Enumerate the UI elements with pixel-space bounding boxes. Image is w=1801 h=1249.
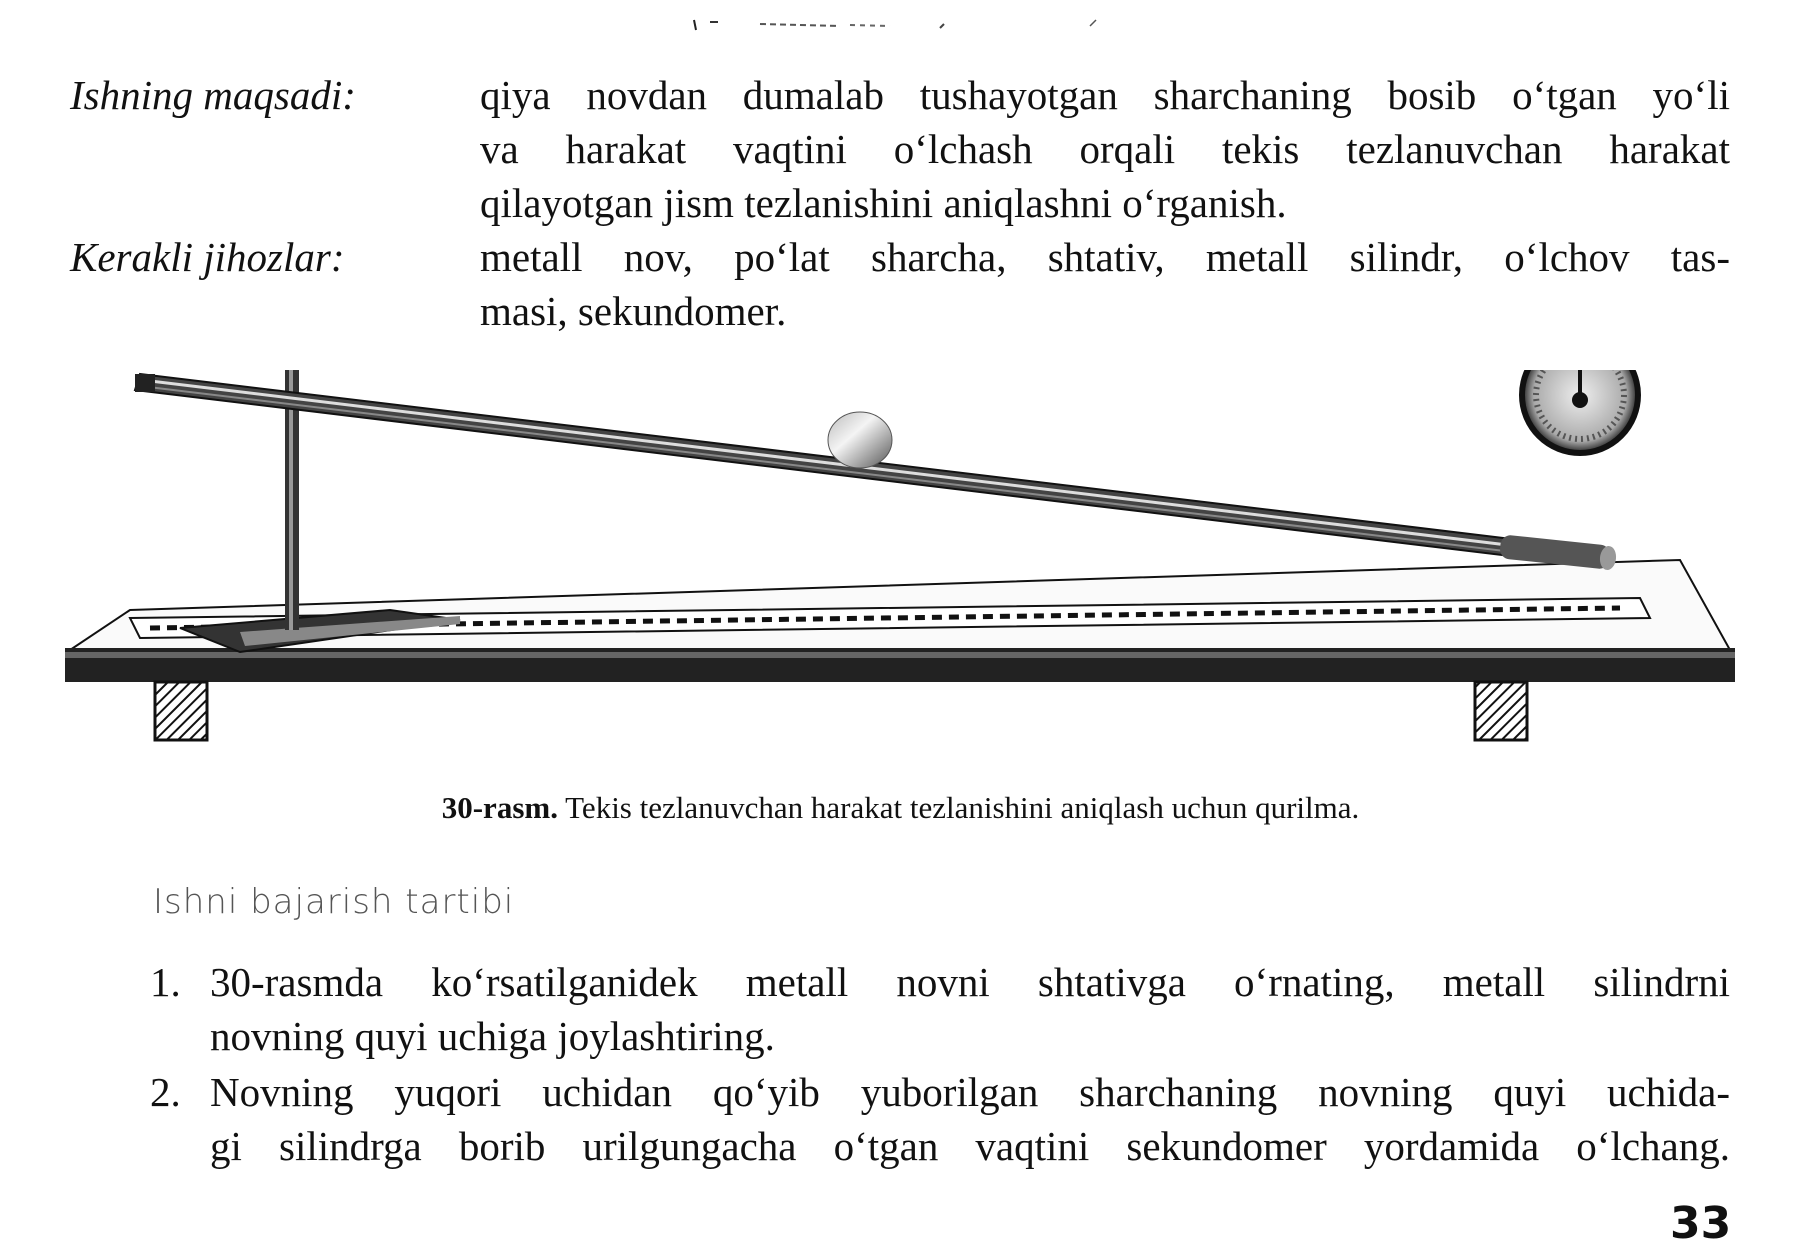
- figure-caption-text: Tekis tezlanuvchan harakat tezlanishini aniqlash uchun qurilma.: [557, 790, 1360, 825]
- step-text: [210, 955, 1730, 1063]
- steel-ball: [828, 412, 892, 468]
- goal-line: va harakat vaqtini o‘lchash orqali tekis tezlanuvchan harakat: [480, 126, 1730, 172]
- step-number: 1.: [150, 959, 181, 1005]
- table-leg-right: [1475, 682, 1527, 740]
- scan-noise: [690, 12, 1110, 34]
- step-number: 2.: [150, 1069, 181, 1115]
- equipment-line: metall nov, po‘lat sharcha, shtativ, metall silindr, o‘lchov tas-: [480, 234, 1730, 280]
- goal-line: qilayotgan jism tezlanishini aniqlashni o‘rganish.: [480, 180, 1287, 226]
- figure-caption: [0, 790, 1801, 826]
- table-leg-left: [155, 682, 207, 740]
- list-item: [150, 955, 1730, 1063]
- metal-groove: [135, 374, 1570, 562]
- equipment-label: Kerakli jihozlar:: [70, 234, 345, 280]
- apparatus-illustration: [60, 370, 1740, 760]
- list-item: [150, 1065, 1730, 1173]
- step-line: Novning yuqori uchidan qo‘yib yuborilgan sharchaning novning quyi uchida-: [210, 1069, 1730, 1115]
- goal-label: Ishning maqsadi:: [70, 72, 356, 118]
- step-line: novning quyi uchiga joylashtiring.: [210, 1013, 775, 1059]
- section-title: Ishni bajarish tartibi: [153, 882, 515, 922]
- stopwatch: [1522, 370, 1638, 453]
- figure-number: 30-rasm.: [441, 790, 558, 825]
- step-text: [210, 1065, 1730, 1173]
- procedure-list: [150, 955, 1730, 1175]
- goal-line: qiya novdan dumalab tushayotgan sharchaning bosib o‘tgan yo‘li: [480, 72, 1730, 118]
- step-line: gi silindrga borib urilgungacha o‘tgan vaqtini sekundomer yordamida o‘lchang.: [210, 1123, 1730, 1169]
- equipment-line: masi, sekundomer.: [480, 288, 787, 334]
- page-number: 33: [1670, 1198, 1732, 1249]
- equipment-text: [480, 230, 1730, 338]
- step-line: 30-rasmda ko‘rsatilganidek metall novni shtativga o‘rnating, metall silindrni: [210, 959, 1730, 1005]
- goal-text: [480, 68, 1730, 230]
